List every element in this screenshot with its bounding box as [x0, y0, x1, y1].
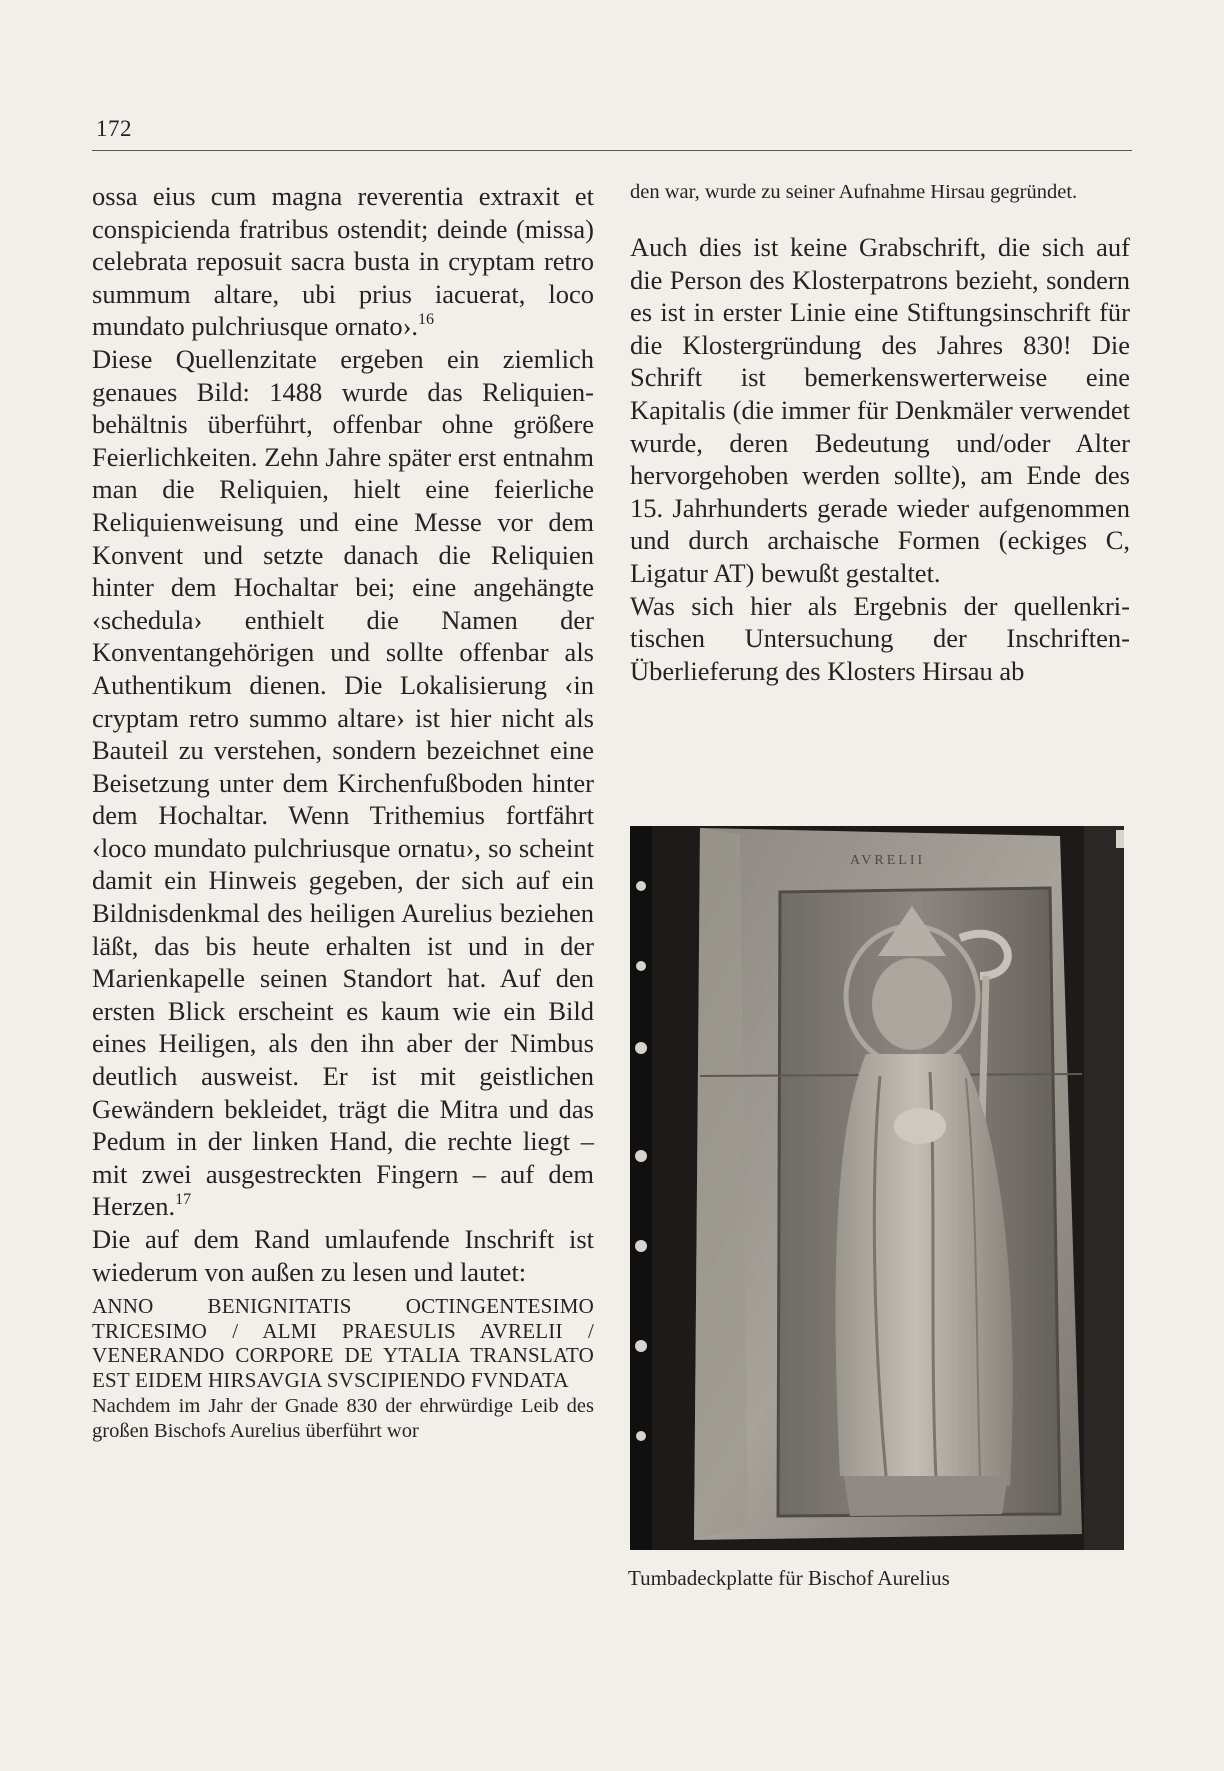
footnote-ref-17: 17 — [175, 1191, 192, 1209]
tomb-slab-photo — [630, 826, 1124, 1550]
left-column — [92, 180, 594, 1443]
tomb-slab-illustration — [630, 826, 1124, 1550]
body-paragraph-inscription-intro: Die auf dem Rand umlaufende Inschrift ist wiederum von außen zu lesen und lautet: — [92, 1224, 594, 1287]
latin-quote-text: ossa eius cum magna reverentia extraxit et conspicienda fratribus ostendit; deinde (missa) celebrata reposuit sacra busta in cryptam retro summum altare, ubi prius iacuerat, loco mundato pulchriusque ornato›. — [92, 181, 594, 342]
body-paragraph-founding-inscription: Auch dies ist keine Grabschrift, die sich auf die Person des Klosterpatrons bezieht, sondern es ist in erster Linie eine Stiftungsinschrift für die Klostergründung des Jahres 830! Die Schrift ist bemerkenswerterweise eine Kapitalis (die immer für Denkmäler verwendet wurde, deren Bedeutung und/oder Alter hervorgehoben werden sollte), am Ende des 15. Jahrhunderts gerade wieder aufgenommen und durch archaische Formen (eckiges C, Ligatur AT) bewußt gestaltet. — [630, 232, 1130, 588]
inscription-translation-continued: den war, wurde zu seiner Aufnahme Hirsau gegründet. — [630, 181, 1078, 203]
sources-text: Diese Quellenzitate ergeben ein ziemlich genaues Bild: 1488 wurde das Reliquienbehältnis überführt, offenbar ohne größere Feierlichkeiten. Zehn Jahre später erst entnahm man die Reliquien, hielt eine feierliche Reliquienweisung und eine Messe vor dem Konvent und setzte danach die Reliquien hinter dem Hochaltar bei; eine angehängte ‹schedula› enthielt die Namen der Konventangehörigen und sollte offenbar als Authentikum dienen. Die Lokalisierung ‹in cryptam retro summo altare› ist hier nicht als Bauteil zu verstehen, sondern bezeichnet eine Beisetzung unter dem Kirchenfußboden hinter dem Hochaltar. Wenn Trithemius fortfährt ‹loco mundato pulchriusque ornatu›, so scheint damit ein Hinweis gegeben, der sich auf ein Bildnisdenkmal des heiligen Aurelius beziehen läßt, das bis heute erhalten ist und in der Marienkapelle seinen Standort hat. Auf den ersten Blick erscheint es kaum wie ein Bild eines Heiligen, als den ihn aber der Nimbus deutlich ausweist. Er ist mit geistlichen Gewändern bekleidet, trägt die Mitra und das Pedum in der linken Hand, die rechte liegt – mit zwei ausgestreckten Fingern – auf dem Herzen. — [92, 343, 594, 1222]
footnote-ref-16: 16 — [418, 311, 435, 329]
page-number: 172 — [96, 116, 132, 141]
body-paragraph-latin-quote — [92, 180, 594, 343]
inscription-translation: Nachdem im Jahr der Gnade 830 der ehrwürdige Leib des großen Bischofs Aurelius überführt wor — [92, 1395, 594, 1442]
right-column — [630, 180, 1130, 687]
body-paragraph-sources — [92, 343, 594, 1223]
slab-border-lettering: AVRELII — [850, 853, 926, 868]
body-paragraph-conclusion: Was sich hier als Ergebnis der quellenkritischen Untersuchung der Inschriften-Überlieferung des Klosters Hirsau ab — [630, 590, 1130, 686]
figure-caption: Tumbadeckplatte für Bischof Aurelius — [628, 1566, 950, 1590]
inscription-text: ANNO BENIGNITATIS OCTINGENTESIMO TRICESIMO / ALMI PRAESULIS AVRELII / VENERANDO CORPORE DE YTALIA TRANSLATO EST EIDEM HIRSAVGIA SVSCIPIENDO FVNDATA — [92, 1294, 594, 1392]
header-rule — [92, 150, 1132, 151]
